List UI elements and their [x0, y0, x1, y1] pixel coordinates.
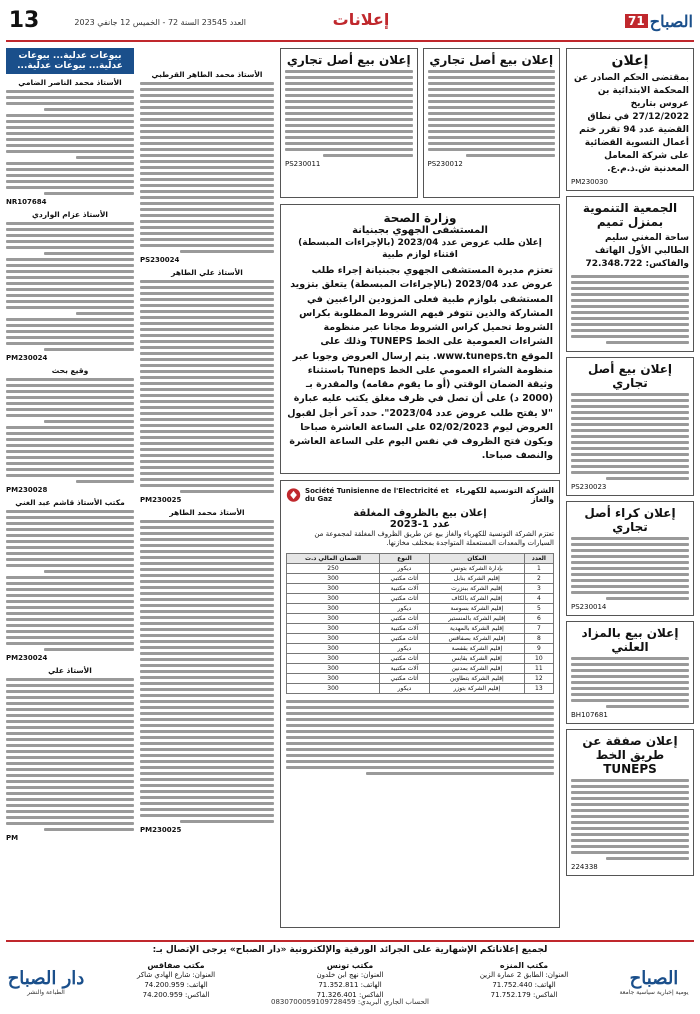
legal-notice-ref: PS230024: [140, 256, 180, 264]
ad-ref: PM230030: [571, 178, 608, 187]
table-cell: 8: [524, 633, 553, 643]
legal-notice: [140, 268, 274, 504]
legal-notice-title: وقيع بحث: [51, 366, 89, 375]
page-footer: [6, 940, 694, 1008]
legal-notice-ref: PM230025: [140, 826, 182, 834]
table-cell: إقليم الشركة بقابس: [429, 653, 524, 663]
table-cell: آلات مكتبية: [379, 623, 429, 633]
table-cell: آلات مكتبية: [379, 663, 429, 673]
table-row: [287, 653, 554, 663]
legal-notice: [140, 508, 274, 834]
table-row: [287, 643, 554, 653]
steg-items-table: [286, 553, 554, 694]
steg-logo: [286, 486, 450, 504]
table-cell: إقليم الشركة بمدنين: [429, 663, 524, 673]
ad-title: إعلان صفقة عن طريق الخط TUNEPS: [582, 733, 678, 776]
table-cell: إقليم الشركة بقفصة: [429, 643, 524, 653]
business-sale-notice: [423, 48, 561, 198]
office-title: مكتب تونس: [326, 961, 374, 970]
office-line: الفاكس: 71.752.179: [490, 990, 558, 999]
table-cell: ديكور: [379, 643, 429, 653]
table-cell: 300: [287, 583, 380, 593]
table-cell: 300: [287, 593, 380, 603]
table-cell: إقليم الشركة بالمهدية: [429, 623, 524, 633]
legal-notice-ref: PM230025: [140, 496, 182, 504]
ad-title: إعلان: [611, 53, 649, 69]
table-row: [287, 633, 554, 643]
ad-body: بمقتضى الحكم الصادر عن المحكمة الابتدائية بن عروس بتاريخ 27/12/2022 في نطاق القضية عدد 94 تقرر ختم أعمال التسوية القضائية على شركة المعامل المعدنية ش.ذ.م.ع.: [574, 73, 689, 175]
ad-ref: BH107681: [571, 710, 608, 719]
legal-notice-ref: PM230024: [6, 654, 48, 662]
table-cell: 300: [287, 603, 380, 613]
logo-name: دار الصباح: [7, 968, 85, 989]
office-line: الفاكس: 71.326.401: [316, 990, 384, 999]
table-cell: أثاث مكتبي: [379, 653, 429, 663]
logo-name: الصباح: [649, 11, 693, 31]
ad-text: [571, 537, 689, 600]
classified-column-2: [140, 48, 274, 933]
table-cell: بإدارة الشركة بتونس: [429, 563, 524, 573]
table-cell: ديكور: [379, 563, 429, 573]
hospital-name: المستشفى الجهوي بجبنيانة: [352, 225, 488, 236]
health-tender-ad: [280, 204, 560, 474]
tender-body: تعتزم مديرة المستشفى الجهوي بجبنيانة إجراء طلب عروض عدد 2023/04 (بالإجراءات المبسطة) يتعلق بتزويد المستشفى بلوازم طبية فعلى المزودين الراغبين في المشاركة والذين تتوفر فيهم الشروط المطلوبة بكراس الشروط تحميل كراس الشروط مجانا عبر منظومة الشراءات العمومية على الخط TUNEPS وذلك على الموقع www.tuneps.tn. يتم إرسال العروض وجوبا عبر منظومة الشراء العمومي على الخط Tuneps باستثناء وثيقة الضمان الوقتي (أو ما يقوم مقامه) والمقدرة بـ (2000 د) على أن تصل في ظرف مغلق يكتب عليه عبارة "لا يفتح طلب عروض عدد 2023/04". حدد آخر أجل لقبول العروض ليوم 02/02/2023 على الساعة العاشرة صباحا ويكون فتح الظروف في نفس اليوم على الساعة العاشرة والنصف صباحا.: [287, 265, 553, 462]
legal-notice-title: الأستاذ محمد الطاهر: [169, 508, 245, 517]
table-row: [287, 663, 554, 673]
legal-notice: [140, 70, 274, 264]
table-row: [287, 573, 554, 583]
legal-notice-text: [6, 678, 134, 831]
table-cell: إقليم الشركة بصفاقس: [429, 633, 524, 643]
ad-text: [571, 657, 689, 708]
table-cell: إقليم الشركة بتوزر: [429, 683, 524, 693]
table-cell: 300: [287, 643, 380, 653]
ad-body: ساحة المغني سليم الطالبي الأول الهاتف والفاكس: 72.348.722: [585, 233, 689, 270]
legal-notice-text: [6, 90, 134, 195]
steg-sale-ad: [280, 480, 560, 928]
ad-text: [571, 275, 689, 344]
ad-title: إعلان بيع أصل تجاري: [286, 53, 411, 67]
legal-notice-title: الأستاذ محمد الناصر الضامي: [18, 78, 122, 87]
classified-header: بيوعات عدلية... بيوعات عدلية... بيوعات عدلية...: [6, 48, 134, 74]
table-cell: أثاث مكتبي: [379, 633, 429, 643]
table-cell: إقليم الشركة بسوسة: [429, 603, 524, 613]
table-cell: آلات مكتبية: [379, 583, 429, 593]
column-header: المكان: [429, 553, 524, 563]
ad-title: إعلان كراء أصل تجاري: [584, 505, 676, 534]
table-cell: 13: [524, 683, 553, 693]
ad-title: إعلان بيع بالمزاد العلني: [581, 625, 679, 654]
logo-name: الصباح: [629, 968, 679, 989]
legal-notice-ref: PM230024: [6, 354, 48, 362]
table-cell: 300: [287, 673, 380, 683]
top-small-ads: [280, 48, 560, 198]
footer-headline: لجميع إعلاناتكم الإشهارية على الجرائد الورقية والإلكترونية «دار الصباح» يرجى الإتصال بـ:: [152, 945, 548, 955]
table-cell: أثاث مكتبي: [379, 573, 429, 583]
table-cell: إقليم الشركة بنابل: [429, 573, 524, 583]
office-line: الهاتف: 74.200.959: [144, 980, 208, 989]
ad-text: [428, 70, 556, 157]
logo-subtitle: الطباعة والنشر: [27, 989, 65, 996]
tender-subtitle: اقتناء لوازم طبية: [382, 250, 458, 260]
footer-account: الحساب الجاري البريدي: 0830700059109728459: [271, 998, 429, 1006]
tender-number: إعلان طلب عروض عدد 2023/04 (بالإجراءات المبسطة): [298, 238, 542, 248]
table-cell: 250: [287, 563, 380, 573]
ad-title: الجمعية التنموية بمنزل تميم: [582, 201, 678, 230]
legal-notice: [6, 666, 134, 842]
legal-notice: [6, 210, 134, 362]
table-cell: 300: [287, 683, 380, 693]
legal-notice: [6, 366, 134, 494]
ministry-name: وزارة الصحة: [383, 211, 457, 225]
table-cell: 300: [287, 573, 380, 583]
issue-info: العدد 23545 السنة 72 - الخميس 12 جانفي 2023: [74, 18, 246, 27]
table-cell: 9: [524, 643, 553, 653]
ad-ref: PS230011: [285, 160, 321, 168]
business-rental-notice: [566, 501, 694, 616]
court-ruling-notice: [566, 48, 694, 191]
association-notice: [566, 196, 694, 351]
table-header-row: [287, 553, 554, 563]
legal-notice-ref: PM: [6, 834, 19, 842]
table-cell: 5: [524, 603, 553, 613]
steg-terms-text: [286, 700, 554, 775]
legal-notice: [6, 78, 134, 206]
table-cell: 300: [287, 653, 380, 663]
table-row: [287, 683, 554, 693]
table-cell: 11: [524, 663, 553, 673]
steg-logo-arabic: الشركة التونسية للكهرباء والغاز: [455, 486, 554, 504]
table-cell: ديكور: [379, 683, 429, 693]
office-line: العنوان: شارع الهادي شاكر: [136, 971, 216, 980]
business-sale-notice: [280, 48, 418, 198]
table-cell: 7: [524, 623, 553, 633]
steg-intro: تعتزم الشركة التونسية للكهرباء والغاز بيع عن طريق الظروف المغلقة لمجموعة من السيارات والمعدات المستعملة المتواجدة بمختلف مخازنها.: [314, 530, 554, 548]
steg-number: عدد 1-2023: [389, 519, 451, 530]
business-sale-notice: [566, 357, 694, 496]
steg-emblem-icon: [286, 486, 301, 504]
tuneps-tender-notice: [566, 729, 694, 876]
office-line: الفاكس: 74.200.959: [142, 990, 210, 999]
legal-notice-ref: PM230028: [6, 486, 48, 494]
legal-notice-text: [6, 222, 134, 351]
table-row: [287, 583, 554, 593]
masthead-logo: [624, 6, 694, 36]
page-header: [6, 6, 694, 42]
steg-title: إعلان بيع بالظروف المغلقة: [353, 508, 487, 519]
column-header: النوع: [379, 553, 429, 563]
ad-title: إعلان بيع أصل تجاري: [587, 361, 673, 390]
legal-notice-text: [140, 280, 274, 493]
table-row: [287, 613, 554, 623]
auction-notice: [566, 621, 694, 724]
table-row: [287, 673, 554, 683]
table-cell: إقليم الشركة ببنزرت: [429, 583, 524, 593]
column-header: العدد: [524, 553, 553, 563]
table-cell: أثاث مكتبي: [379, 613, 429, 623]
office-title: مكتب المنزه: [499, 961, 549, 970]
legal-notice-text: [6, 378, 134, 483]
table-cell: 2: [524, 573, 553, 583]
office-line: الهاتف: 71.752.440: [492, 980, 556, 989]
table-cell: 1: [524, 563, 553, 573]
table-cell: 300: [287, 613, 380, 623]
classified-column-left: [6, 48, 134, 933]
ad-ref: PS230014: [571, 602, 607, 611]
ad-text: [571, 393, 689, 480]
legal-notice-ref: NR107684: [6, 198, 47, 206]
table-row: [287, 593, 554, 603]
table-cell: 300: [287, 633, 380, 643]
steg-header: [286, 486, 554, 504]
legal-notice-text: [140, 520, 274, 823]
ad-ref: 224338: [571, 862, 598, 871]
office-line: العنوان: نهج ابن خلدون: [316, 971, 384, 980]
table-cell: 300: [287, 663, 380, 673]
steg-logo-french: Société Tunisienne de l'Electricité et du Gaz: [305, 486, 449, 503]
table-cell: 10: [524, 653, 553, 663]
legal-notice-title: الأستاذ عزام الواردي: [31, 210, 109, 219]
logo-number: 71: [625, 14, 648, 28]
legal-notice-title: مكتب الأستاذ قاشم عبد الغني: [15, 498, 125, 507]
column-header: الضمان المالي د.ت: [287, 553, 380, 563]
office-title: مكتب صفاقس: [147, 961, 205, 970]
table-cell: أثاث مكتبي: [379, 593, 429, 603]
ad-ref: PS230012: [427, 160, 463, 168]
table-row: [287, 563, 554, 573]
office-line: الهاتف: 71.352.811: [318, 980, 382, 989]
ad-text: [285, 70, 413, 157]
legal-notice-title: الأستاذ علي الطاهر: [171, 268, 243, 277]
table-cell: أثاث مكتبي: [379, 673, 429, 683]
table-row: [287, 603, 554, 613]
ad-text: [571, 779, 689, 860]
legal-notice-title: الأستاذ علي: [48, 666, 92, 675]
center-column: [280, 48, 560, 933]
table-cell: إقليم الشركة بالكاف: [429, 593, 524, 603]
section-title: إعلانات: [332, 10, 390, 29]
office-line: العنوان: الطابق 2 عمارة الزين: [479, 971, 569, 980]
table-cell: إقليم الشركة بتطاوين: [429, 673, 524, 683]
logo-subtitle: يومية إخبارية سياسية جامعة: [619, 989, 689, 996]
table-cell: 300: [287, 623, 380, 633]
legal-notice-text: [140, 82, 274, 253]
legal-notice-text: [6, 510, 134, 651]
legal-notice-title: الأستاذ محمد الطاهر القرطبي: [151, 70, 263, 79]
table-cell: 4: [524, 593, 553, 603]
page-number: 13: [8, 8, 40, 33]
table-cell: إقليم الشركة بالمنستير: [429, 613, 524, 623]
table-cell: 3: [524, 583, 553, 593]
table-cell: 6: [524, 613, 553, 623]
legal-notice: [6, 498, 134, 662]
ads-column-right: [566, 48, 694, 933]
ad-title: إعلان بيع أصل تجاري: [429, 53, 554, 67]
table-cell: ديكور: [379, 603, 429, 613]
table-cell: 12: [524, 673, 553, 683]
ad-ref: PS230023: [571, 482, 607, 491]
table-row: [287, 623, 554, 633]
